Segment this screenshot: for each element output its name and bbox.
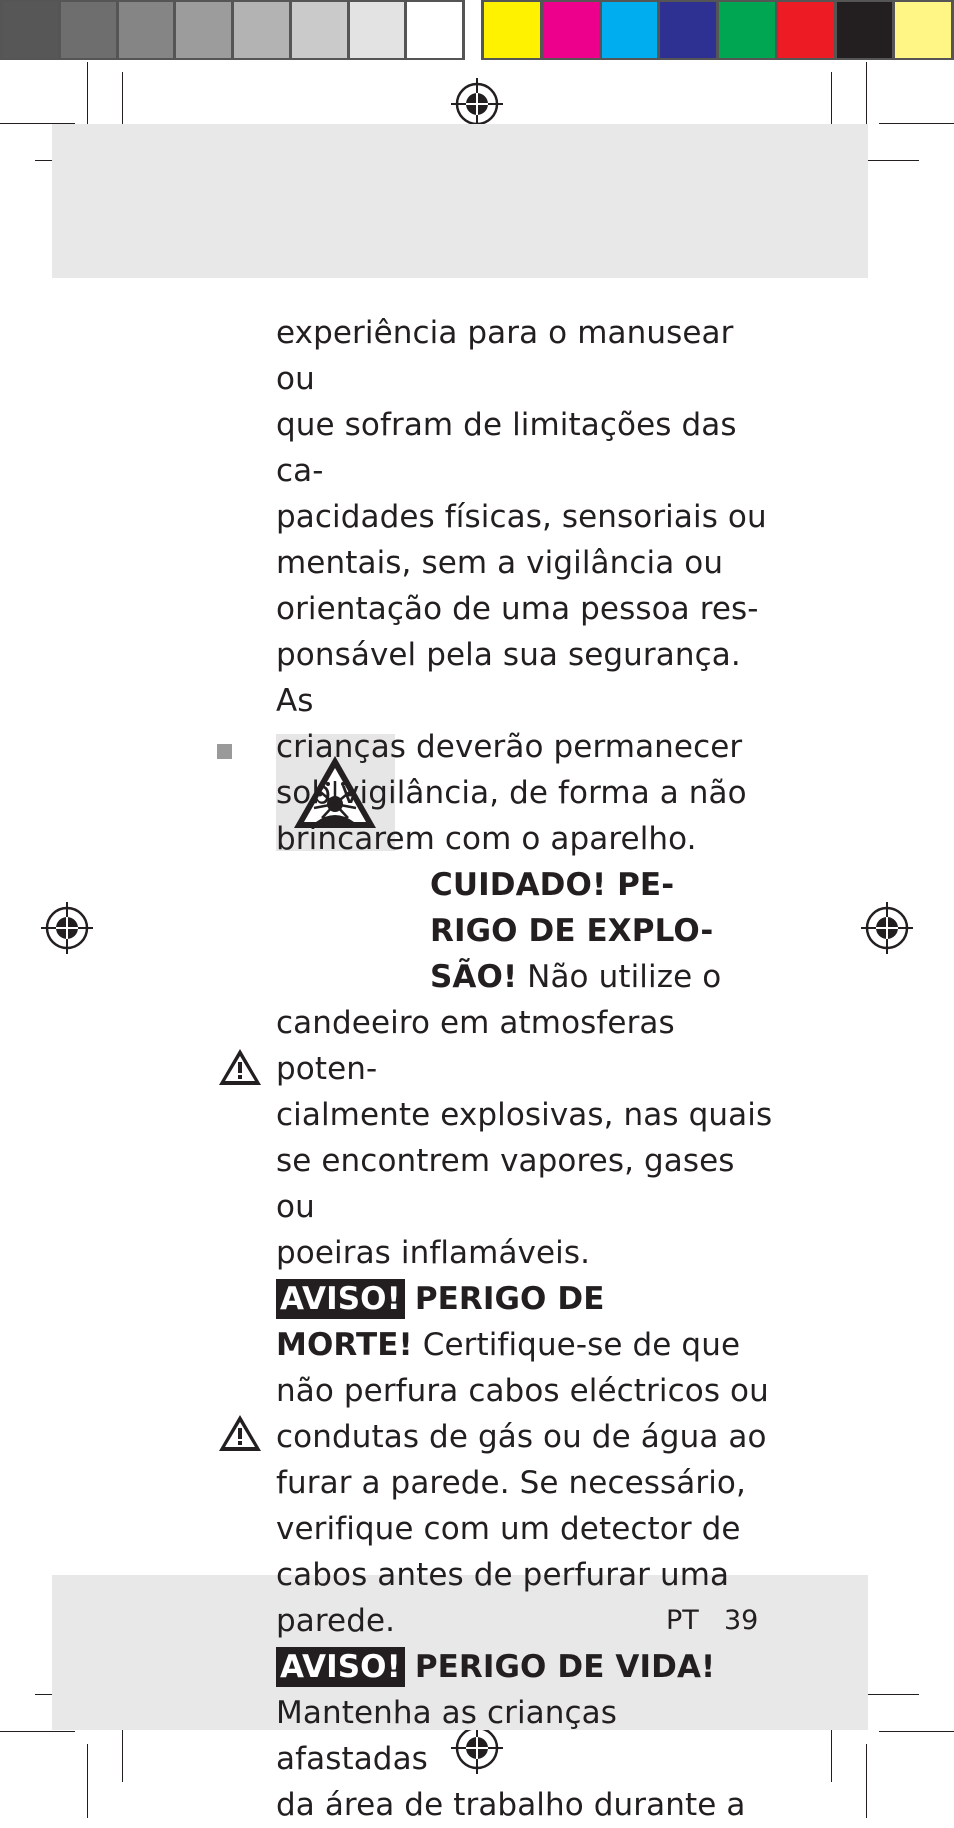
registration-mark-icon <box>861 902 913 954</box>
text-line: crianças deverão permanecer <box>276 729 743 765</box>
gray-swatch <box>61 2 116 58</box>
caution-paragraph <box>276 862 776 1276</box>
text-line: orientação de uma pessoa res- <box>276 591 759 627</box>
gray-swatch <box>234 2 289 58</box>
warning-life-paragraph <box>276 1644 776 1828</box>
text-line: experiência para o manusear ou <box>276 315 734 397</box>
bullet-square <box>217 744 232 759</box>
crop-mark <box>87 62 88 128</box>
warning-tag: AVISO! <box>276 1279 405 1319</box>
text-line: poeiras inflamáveis. <box>276 1235 591 1271</box>
gray-swatch <box>350 2 405 58</box>
warning-triangle-icon <box>218 1048 262 1086</box>
color-swatch <box>778 2 834 58</box>
caution-text: Não utilize o <box>517 959 722 995</box>
gray-swatch <box>407 2 462 58</box>
printer-color-bar <box>0 0 954 62</box>
text-line: Mantenha as crianças afastadas <box>276 1695 618 1777</box>
text-line: candeeiro em atmosferas poten- <box>276 1005 675 1087</box>
color-swatch <box>837 2 893 58</box>
text-line: condutas de gás ou de água ao <box>276 1419 767 1455</box>
text-line: mentais, sem a vigilância ou <box>276 545 724 581</box>
intro-paragraph <box>276 310 776 862</box>
crop-mark <box>866 62 867 128</box>
crop-mark <box>879 123 954 124</box>
color-swatch <box>543 2 599 58</box>
warning-heading: MORTE! <box>276 1327 413 1363</box>
registration-mark-icon <box>41 902 93 954</box>
color-swatch <box>484 2 540 58</box>
warning-heading-line <box>276 1644 776 1690</box>
color-swatch <box>719 2 775 58</box>
header-band <box>52 124 868 278</box>
color-swatch <box>895 2 951 58</box>
text-line: sob vigilância, de forma a não <box>276 775 747 811</box>
color-swatch <box>660 2 716 58</box>
color-swatch <box>602 2 658 58</box>
warning-heading: PERIGO DE <box>414 1281 605 1317</box>
crop-mark <box>0 1731 75 1732</box>
text-line: cialmente explosivas, nas quais <box>276 1097 773 1133</box>
caution-heading-line <box>276 908 776 954</box>
warning-text: Certifique-se de que <box>412 1327 741 1363</box>
warning-heading-line <box>276 1276 776 1322</box>
process-color-swatches <box>481 0 954 60</box>
page-number: 39 <box>724 1605 759 1636</box>
caution-heading: SÃO! <box>430 959 518 995</box>
text-line: cabos antes de perfurar uma <box>276 1557 730 1593</box>
text-line: se encontrem vapores, gases ou <box>276 1143 735 1225</box>
warning-heading-line <box>276 1322 776 1368</box>
text-line: verifique com um detector de <box>276 1511 741 1547</box>
text-line: parede. <box>276 1603 396 1639</box>
text-line: ponsável pela sua segurança. As <box>276 637 741 719</box>
caution-heading: CUIDADO! PE- <box>430 867 675 903</box>
warning-triangle-icon <box>218 1414 262 1452</box>
crop-mark <box>866 1744 867 1818</box>
grayscale-swatches <box>0 0 465 60</box>
text-line: brincarem com o aparelho. <box>276 821 697 857</box>
caution-heading-line <box>276 862 776 908</box>
caution-heading-line <box>276 954 776 1000</box>
text-line: não perfura cabos eléctricos ou <box>276 1373 769 1409</box>
gray-swatch <box>176 2 231 58</box>
warning-heading: PERIGO DE VIDA! <box>414 1649 716 1685</box>
main-text-column <box>276 310 776 1828</box>
gray-swatch <box>3 2 58 58</box>
gray-swatch <box>292 2 347 58</box>
registration-mark-icon <box>451 78 503 130</box>
crop-mark <box>879 1731 954 1732</box>
warning-death-paragraph <box>276 1276 776 1644</box>
warning-tag: AVISO! <box>276 1647 405 1687</box>
text-line: que sofram de limitações das ca- <box>276 407 737 489</box>
text-line: furar a parede. Se necessário, <box>276 1465 746 1501</box>
language-code: PT <box>666 1605 699 1636</box>
gray-swatch <box>119 2 174 58</box>
caution-heading: RIGO DE EXPLO- <box>430 913 714 949</box>
text-line: pacidades físicas, sensoriais ou <box>276 499 767 535</box>
text-line: da área de trabalho durante a <box>276 1787 746 1823</box>
crop-mark <box>87 1744 88 1818</box>
